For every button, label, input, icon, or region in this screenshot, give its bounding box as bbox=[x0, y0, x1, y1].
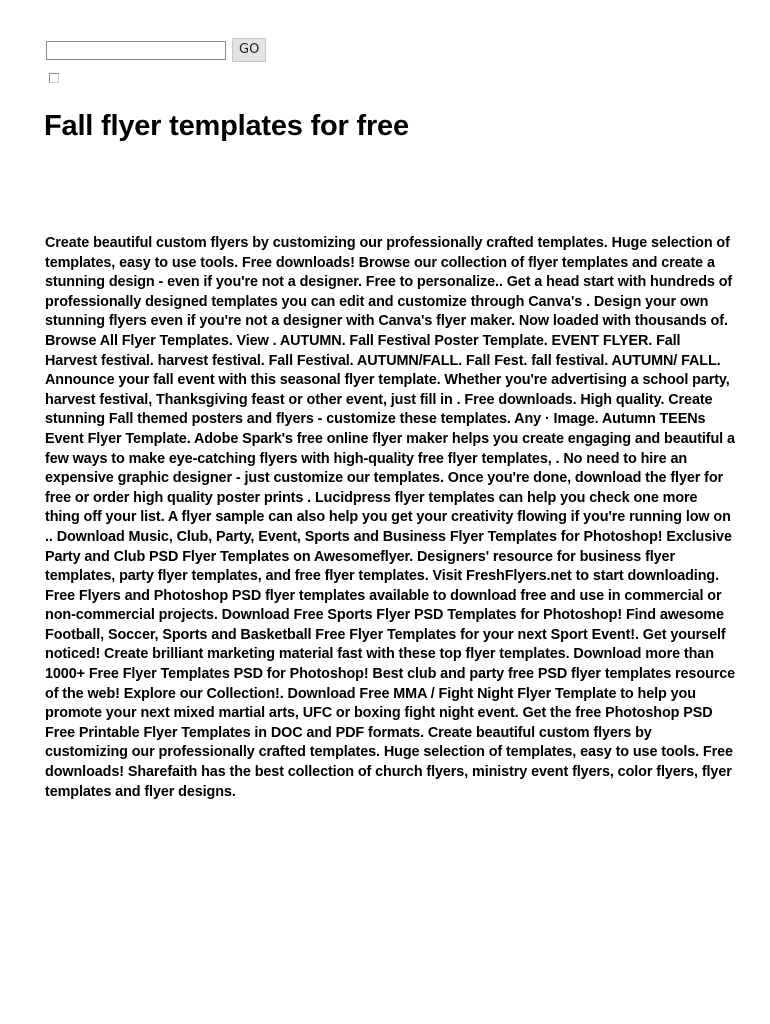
search-input[interactable] bbox=[46, 41, 226, 60]
go-button[interactable]: GO bbox=[232, 38, 266, 62]
checkbox-icon[interactable] bbox=[49, 73, 59, 83]
article-body: Create beautiful custom flyers by customizing our professionally crafted templates. Huge selection of templates, easy to use tools. Free downloads! Browse our collection of flyer templates and create a stunning design - even if you're not a designer. Free to personalize.. Get a head start with hundreds of professionally designed templates you can edit and customize through Canva's . Design your own stunning flyers even if you're not a designer with Canva's flyer maker. Now loaded with thousands of. Browse All Flyer Templates. View . AUTUMN. Fall Festival Poster Template. EVENT FLYER. Fall Harvest festival. harvest festival. Fall Festival. AUTUMN/FALL. Fall Fest. fall festival. AUTUMN/ FALL. Announce your fall event with this seasonal flyer template. Whether you're advertising a school party, harvest festival, Thanksgiving feast or other event, just fill in . Free downloads. High quality. Create stunning Fall themed posters and flyers - customize these templates. Any · Image. Autumn TEENs Event Flyer Template. Adobe Spark's free online flyer maker helps you create engaging and beautiful a few ways to make eye-catching flyers with high-quality free flyer templates, . No need to hire an expensive graphic designer - just customize our templates. Once you're done, download the flyer for free or order high quality poster prints . Lucidpress flyer templates can help you check one more thing off your list. A flyer sample can also help you get your creativity flowing if you're running low on .. Download Music, Club, Party, Event, Sports and Business Flyer Templates for Photoshop! Exclusive Party and Club PSD Flyer Templates on Awesomeflyer. Designers' resource for business flyer templates, party flyer templates, and free flyer templates. Visit FreshFlyers.net to start downloading. Free Flyers and Photoshop PSD flyer templates available to download free and use in commercial or non-commercial projects. Download Free Sports Flyer PSD Templates for Photoshop! Find awesome Football, Soccer, Sports and Basketball Free Flyer Templates for your next Sport Event!. Get yourself noticed! Create brilliant marketing material fast with these top flyer templates. Download more than 1000+ Free Flyer Templates PSD for Photoshop! Best club and party free PSD flyer templates resource of the web! Explore our Collection!. Download Free MMA / Fight Night Flyer Template to help you promote your next mixed martial arts, UFC or boxing fight night event. Get the free Photoshop PSD Free Printable Flyer Templates in DOC and PDF formats. Create beautiful custom flyers by customizing our professionally crafted templates. Huge selection of templates, easy to use tools. Free downloads! Sharefaith has the best collection of church flyers, ministry event flyers, color flyers, flyer templates and flyer designs. bbox=[45, 235, 736, 800]
page-title: Fall flyer templates for free bbox=[44, 110, 409, 142]
search-bar bbox=[46, 38, 266, 62]
